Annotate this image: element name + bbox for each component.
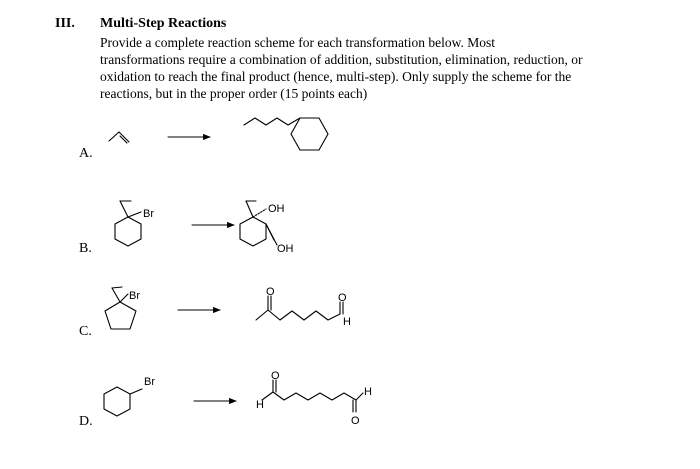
problem-label-b: B.	[79, 241, 92, 256]
atom-label-h: H	[256, 399, 264, 411]
product-a-propylcyclohexane	[244, 118, 328, 150]
reactant-b-bromide	[115, 201, 141, 246]
instructions-line: Provide a complete reaction scheme for each transformation below. Most	[100, 35, 495, 50]
atom-label-h: H	[343, 316, 351, 328]
instructions-line: reactions, but in the proper order (15 points each)	[100, 86, 368, 101]
atom-label-h: H	[364, 386, 372, 398]
reactant-a-propene	[109, 132, 129, 143]
atom-label-br: Br	[129, 290, 140, 302]
atom-label-br: Br	[143, 208, 154, 220]
instructions-line: oxidation to reach the final product (hence, multi-step). Only supply the scheme for the	[100, 69, 572, 84]
atom-label-oh: OH	[277, 243, 294, 255]
reactant-d-bromide	[104, 387, 142, 416]
atom-label-oh: OH	[268, 203, 285, 215]
section-number: III.	[55, 16, 75, 31]
atom-label-o: O	[271, 370, 280, 382]
product-d-dialdehyde	[262, 380, 363, 412]
atom-label-o: O	[351, 415, 360, 427]
product-c-ketoaldehyde	[256, 296, 343, 320]
instructions-line: transformations require a combination of addition, substitution, elimination, reduction, or	[100, 52, 583, 67]
problem-label-d: D.	[79, 414, 93, 429]
problem-label-c: C.	[79, 324, 92, 339]
atom-label-o: O	[338, 292, 347, 304]
problem-label-a: A.	[79, 146, 93, 161]
atom-label-br: Br	[144, 376, 155, 388]
atom-label-o: O	[266, 286, 275, 298]
section-title: Multi-Step Reactions	[100, 16, 227, 31]
